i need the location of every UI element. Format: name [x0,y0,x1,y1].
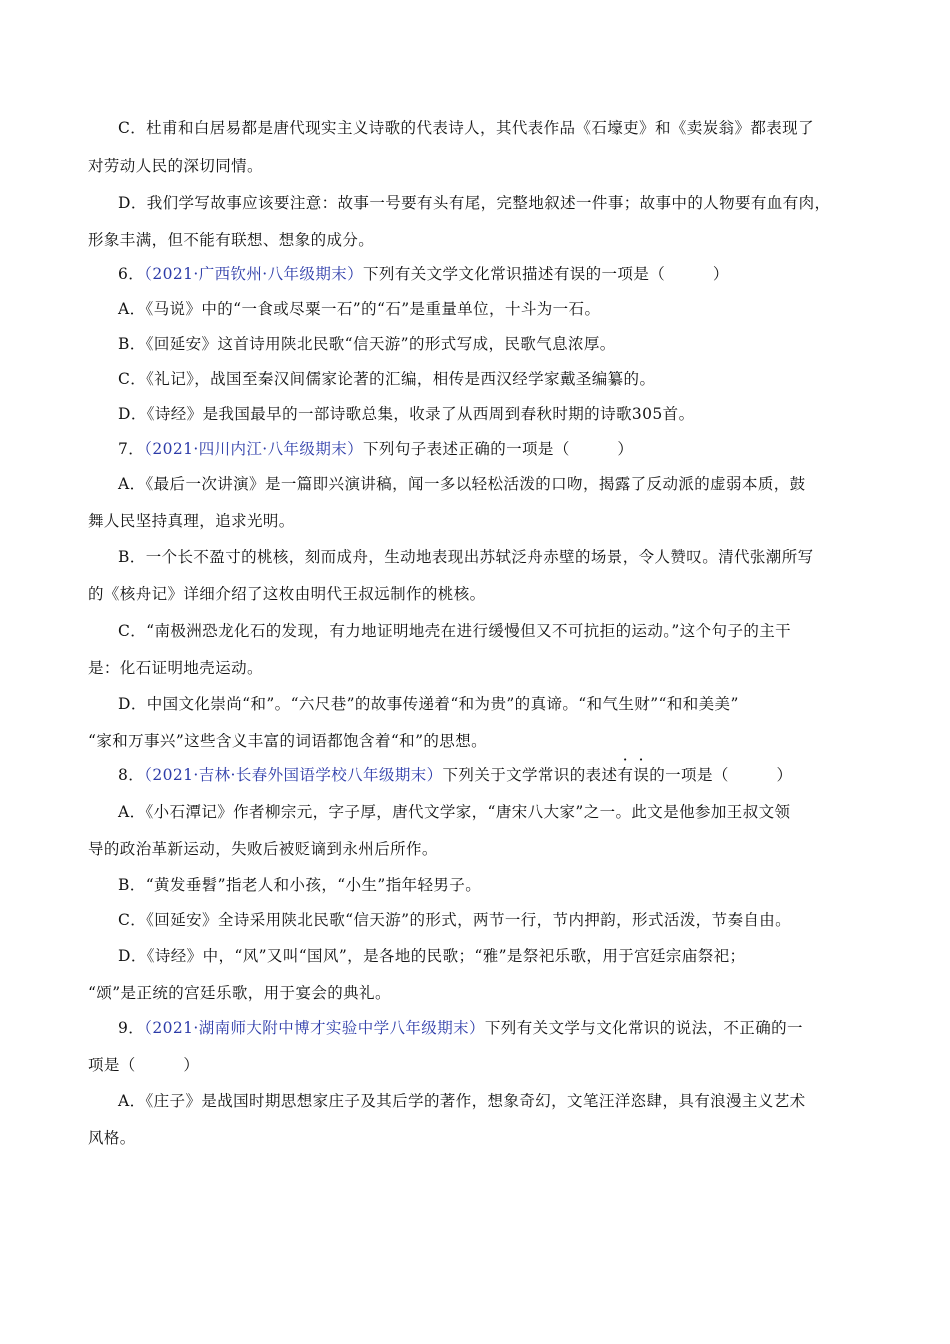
question-number: 9． [118,1019,145,1037]
option-a-q6: A．《马说》中的“一食或尽粟一石”的“石”是重量单位，十斗为一石。 [118,300,601,318]
option-b-q7-line1: B．一个长不盈寸的桃核，刻而成舟，生动地表现出苏轼泛舟赤壁的场景，令人赞叹。清代张潮所写 [118,548,814,566]
question-number: 8． [118,766,145,784]
question-8 [118,765,792,785]
option-c-q7-line2: 是：化石证明地壳运动。 [88,659,263,677]
option-c-q8: C．《回延安》全诗采用陕北民歌“信天游”的形式，两节一行，节内押韵，形式活泼，节奏自由。 [118,911,792,929]
question-source: （2021·四川内江·八年级期末） [144,440,364,458]
question-6 [118,264,729,284]
question-number: 6． [118,265,145,283]
question-9 [118,1018,803,1038]
option-a-q7-line1: A．《最后一次讲演》是一篇即兴演讲稿，闻一多以轻松活泼的口吻，揭露了反动派的虚弱本质，鼓 [118,475,806,493]
option-b-q8: B．“黄发垂髫”指老人和小孩，“小生”指年轻男子。 [118,876,482,894]
question-text-end: 的一项是（ ） [649,766,793,784]
option-c-q7-line1: C．“南极洲恐龙化石的发现，有力地证明地壳在进行缓慢但又不可抗拒的运动。”这个句子的主干 [118,622,792,640]
option-a-q9-line1: A．《庄子》是战国时期思想家庄子及其后学的著作，想象奇幻，文笔汪洋恣肆，具有浪漫主义艺术 [118,1092,806,1110]
option-a-q8-line1: A．《小石潭记》作者柳宗元，字子厚，唐代文学家，“唐宋八大家”之一。此文是他参加王叔文领 [118,803,791,821]
option-b-q7-line2: 的《核舟记》详细介绍了这枚由明代王叔远制作的桃核。 [88,585,486,603]
option-c-q5-line2: 对劳动人民的深切同情。 [88,157,263,175]
option-d-q6: D．《诗经》是我国最早的一部诗歌总集，收录了从西周到春秋时期的诗歌305首。 [118,405,695,423]
question-source: （2021·湖南师大附中博才实验中学八年级期末） [144,1019,485,1037]
option-a-q8-line2: 导的政治革新运动，失败后被贬谪到永州后所作。 [88,840,438,858]
option-a-q9-line2: 风格。 [88,1129,136,1147]
option-d-q5-line2: 形象丰满，但不能有联想、想象的成分。 [88,231,375,249]
question-text: 下列句子表述正确的一项是（ ） [363,440,634,458]
question-text: 下列有关文学与文化常识的说法，不正确的一 [484,1019,803,1037]
question-7 [118,439,633,459]
question-source: （2021·广西钦州·八年级期末） [144,265,364,283]
option-d-q5-line1: D．我们学写故事应该要注意：故事一号要有头有尾，完整地叙述一件事；故事中的人物要有血有肉， [118,194,831,212]
question-9-line2: 项是（ ） [88,1056,200,1074]
option-d-q8-line2: “颂”是正统的宫廷乐歌，用于宴会的典礼。 [88,984,391,1002]
question-text: 下列关于文学常识的表述 [442,766,618,784]
emphasis-char: 误 [633,766,650,784]
option-d-q7-line2: “家和万事兴”这些含义丰富的词语都饱含着“和”的思想。 [88,732,487,750]
option-c-q5-line1: C．杜甫和白居易都是唐代现实主义诗歌的代表诗人，其代表作品《石壕吏》和《卖炭翁》都表现了 [118,119,814,137]
option-d-q8-line1: D．《诗经》中，“风”又叫“国风”，是各地的民歌；“雅”是祭祀乐歌，用于宫廷宗庙祭祀； [118,947,746,965]
question-number: 7． [118,440,145,458]
option-a-q7-line2: 舞人民坚持真理，追求光明。 [88,512,295,530]
question-source: （2021·吉林·长春外国语学校八年级期末） [144,766,443,784]
option-c-q6: C．《礼记》，战国至秦汉间儒家论著的汇编，相传是西汉经学家戴圣编纂的。 [118,370,656,388]
option-d-q7-line1: D．中国文化崇尚“和”。“六尺巷”的故事传递着“和为贵”的真谛。“和气生财”“和和美美” [118,695,739,713]
emphasis-char: 有 [617,766,634,784]
option-b-q6: B．《回延安》这首诗用陕北民歌“信天游”的形式写成，民歌气息浓厚。 [118,335,616,353]
question-text: 下列有关文学文化常识描述有误的一项是（ ） [363,265,729,283]
